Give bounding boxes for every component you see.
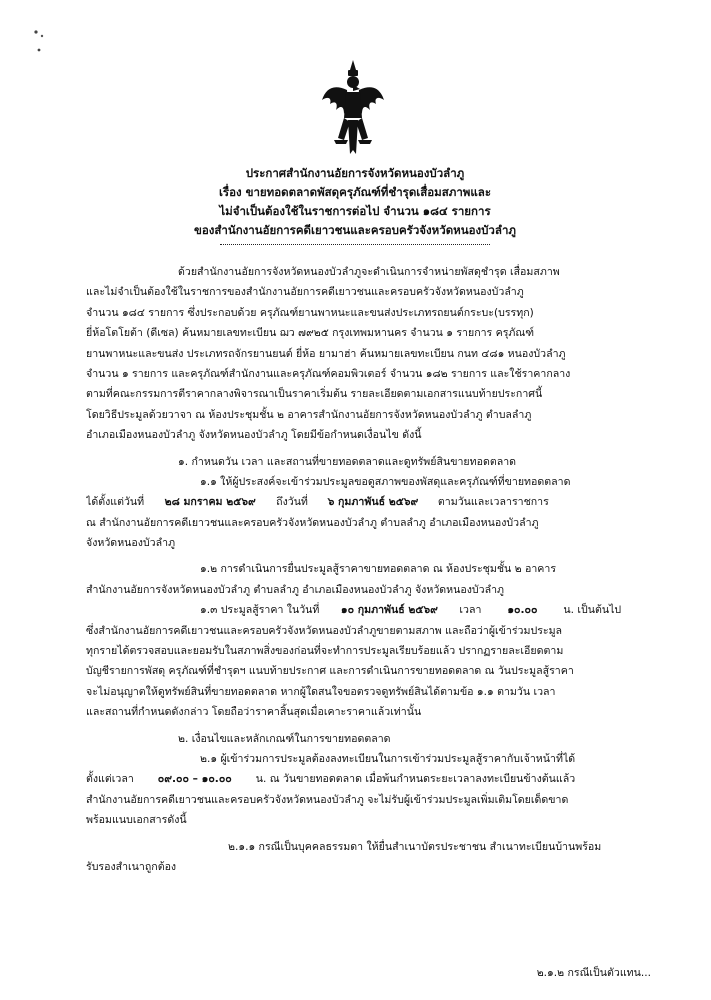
intro-line: ตามที่คณะกรรมการตีราคากลางพิจารณาเป็นราคาเริ่มต้น รายละเอียดตามเอกสารแนบท้ายประกาศนี้ xyxy=(86,388,543,401)
clause-1-1-dates xyxy=(86,492,648,512)
clause-text: น. ณ วันขายทอดตลาด เมื่อพ้นกำหนดระยะเวลาลงทะเบียนข้างต้นแล้ว xyxy=(255,773,576,786)
clause-text: ๑.๓ ประมูลสู้ราคา ในวันที่ xyxy=(200,604,320,617)
clause-2-1-1-line: ๒.๑.๑ กรณีเป็นบุคคลธรรมดา ให้ยื่นสำเนาบัตรประชาชน สำเนาทะเบียนบ้านพร้อม xyxy=(228,840,602,853)
clause-text: น. เป็นต้นไป xyxy=(563,604,622,617)
section-1-title: ๑. กำหนดวัน เวลา และสถานที่ขายทอดตลาดและดูทรัพย์สินขายทอดตลาด xyxy=(178,455,517,468)
intro-line: จำนวน ๑ รายการ และครุภัณฑ์สำนักงานและครุภัณฑ์คอมพิวเตอร์ จำนวน ๑๘๒ รายการ และใช้ราคากลาง xyxy=(86,367,571,380)
scan-artifact-mark xyxy=(30,26,50,58)
intro-line: ด้วยสำนักงานอัยการจังหวัดหนองบัวลำภูจะดำเนินการจำหน่ายพัสดุชำรุด เสื่อมสภาพ xyxy=(178,266,560,278)
clause-1-2-line: ๑.๒ การดำเนินการยื่นประมูลสู้ราคาขายทอดตลาด ณ ห้องประชุมชั้น ๒ อาคาร xyxy=(200,563,557,576)
clause-2-1-line: พร้อมแนบเอกสารดังนี้ xyxy=(86,814,187,827)
registration-time-range: ๐๙.๐๐ – ๑๐.๐๐ xyxy=(134,769,256,789)
clause-1-1-line: จังหวัดหนองบัวลำภู xyxy=(86,537,176,550)
clause-text: ตั้งแต่เวลา xyxy=(86,773,134,786)
auction-time: ๑๐.๐๐ xyxy=(481,600,563,620)
announcement-heading xyxy=(150,164,560,240)
intro-line: ยี่ห้อโตโยต้า (ดีเซล) ค้นหมายเลขทะเบียน ฌว ๗๙๒๕ กรุงเทพมหานคร จำนวน ๑ รายการ ครุภัณฑ์ xyxy=(86,327,534,340)
viewing-start-date: ๒๘ มกราคม ๒๕๖๙ xyxy=(144,492,276,512)
intro-line: อำเภอเมืองหนองบัวลำภู จังหวัดหนองบัวลำภู โดยมีข้อกำหนดเงื่อนไข ดังนี้ xyxy=(86,429,422,442)
heading-line: ไม่จำเป็นต้องใช้ในราชการต่อไป จำนวน ๑๘๔ รายการ xyxy=(219,204,491,218)
intro-line: และไม่จำเป็นต้องใช้ในราชการของสำนักงานอัยการคดีเยาวชนและครอบครัวจังหวัดหนองบัวลำภู xyxy=(86,286,524,299)
clause-1-3-line: จะไม่อนุญาตให้ดูทรัพย์สินที่ขายทอดตลาด หากผู้ใดสนใจขอตรวจดูทรัพย์สินได้ตามข้อ ๑.๑ ตามวัน เวลา xyxy=(86,685,556,698)
heading-separator xyxy=(220,244,490,245)
garuda-emblem-icon xyxy=(320,58,386,158)
clause-1-2-line: สำนักงานอัยการจังหวัดหนองบัวลำภู ตำบลลำภู อำเภอเมืองหนองบัวลำภู จังหวัดหนองบัวลำภู xyxy=(86,583,504,596)
page-continuation: ๒.๑.๒ กรณีเป็นตัวแทน... xyxy=(536,967,651,979)
clause-text: ได้ตั้งแต่วันที่ xyxy=(86,496,145,509)
clause-1-1-line: ณ สำนักงานอัยการคดีเยาวชนและครอบครัวจังหวัดหนองบัวลำภู ตำบลลำภู อำเภอเมืองหนองบัวลำภู xyxy=(86,516,539,529)
clause-text: เวลา xyxy=(459,604,482,617)
clause-1-3-line: ทุกรายได้ตรวจสอบและยอมรับในสภาพสิ่งของก่อนที่จะทำการประมูลเรียบร้อยแล้ว ปรากฏรายละเอียดตาม xyxy=(86,645,564,658)
clause-text: ตามวันและเวลาราชการ xyxy=(437,496,549,509)
heading-line: ของสำนักงานอัยการคดีเยาวชนและครอบครัวจังหวัดหนองบัวลำภู xyxy=(194,223,516,237)
announcement-body xyxy=(86,262,648,877)
clause-2-1-time xyxy=(86,769,648,789)
heading-line: เรื่อง ขายทอดตลาดพัสดุครุภัณฑ์ที่ชำรุดเสื่อมสภาพและ xyxy=(218,185,492,199)
clause-2-1-1-line: รับรองสำเนาถูกต้อง xyxy=(86,860,177,873)
clause-2-1-line: ๒.๑ ผู้เข้าร่วมการประมูลต้องลงทะเบียนในการเข้าร่วมประมูลสู้ราคากับเจ้าหน้าที่ได้ xyxy=(200,752,576,765)
clause-1-1-line: ๑.๑ ให้ผู้ประสงค์จะเข้าร่วมประมูลขอดูสภาพของพัสดุและครุภัณฑ์ที่ขายทอดตลาด xyxy=(200,475,571,488)
clause-1-3-line: และสถานที่กำหนดดังกล่าว โดยถือว่าราคาสิ้นสุดเมื่อเคาะราคาแล้วเท่านั้น xyxy=(86,706,422,719)
viewing-end-date: ๖ กุมภาพันธ์ ๒๕๖๙ xyxy=(308,492,438,512)
clause-text: ถึงวันที่ xyxy=(276,496,308,509)
heading-line: ประกาศสำนักงานอัยการจังหวัดหนองบัวลำภู xyxy=(245,166,465,180)
auction-date: ๑๐ กุมภาพันธ์ ๒๕๖๙ xyxy=(319,600,459,620)
intro-line: ยานพาหนะและขนส่ง ประเภทรถจักรยานยนต์ ยี่ห้อ ยามาฮ่า ค้นหมายเลขทะเบียน กนท ๔๘๑ หนองบัวลำภู xyxy=(86,347,566,360)
clause-1-3-datetime xyxy=(86,600,648,620)
intro-line: จำนวน ๑๘๔ รายการ ซึ่งประกอบด้วย ครุภัณฑ์ยานพาหนะและขนส่งประเภทรถยนต์กระบะ(บรรทุก) xyxy=(86,306,534,319)
section-2-title: ๒. เงื่อนไขและหลักเกณฑ์ในการขายทอดตลาด xyxy=(178,732,391,745)
intro-line: โดยวิธีประมูลด้วยวาจา ณ ห้องประชุมชั้น ๒ อาคารสำนักงานอัยการจังหวัดหนองบัวลำภู ตำบลลำภู xyxy=(86,408,532,421)
clause-2-1-line: สำนักงานอัยการคดีเยาวชนและครอบครัวจังหวัดหนองบัวลำภู จะไม่รับผู้เข้าร่วมประมูลเพิ่มเติมโดยเด็ดขาด xyxy=(86,793,569,806)
clause-1-3-line: บัญชีรายการพัสดุ ครุภัณฑ์ที่ชำรุดฯ แนบท้ายประกาศ และการดำเนินการขายทอดตลาด ณ วันประมูลสู้ราคา xyxy=(86,665,574,678)
clause-1-3-line: ซึ่งสำนักงานอัยการคดีเยาวชนและครอบครัวจังหวัดหนองบัวลำภูขายตามสภาพ และถือว่าผู้เข้าร่วมประมูล xyxy=(86,624,563,637)
